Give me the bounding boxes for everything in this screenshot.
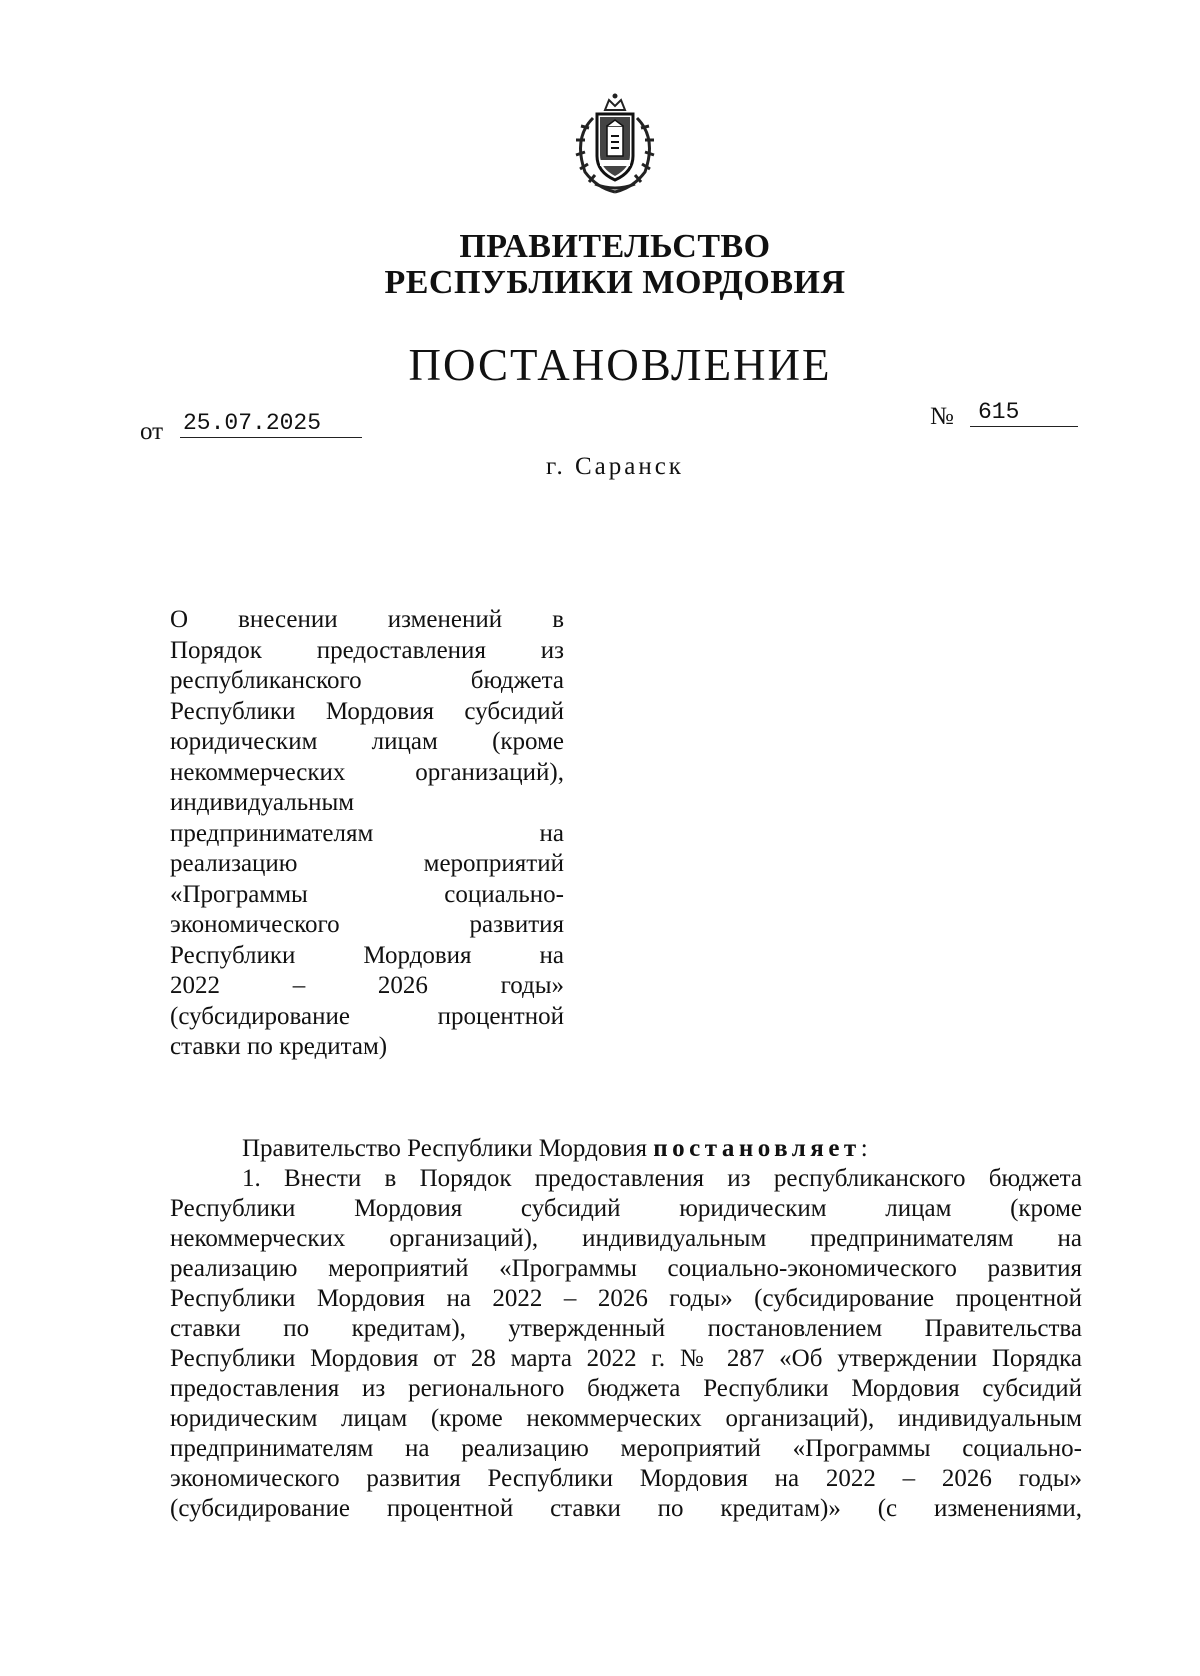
subject-line: реализацию мероприятий xyxy=(170,850,564,877)
body-line: юридическим лицам (кроме некоммерческих организаций), индивидуальным xyxy=(170,1405,1082,1432)
subject-line: О внесении изменений в xyxy=(170,606,564,633)
document-type-title: ПОСТАНОВЛЕНИЕ xyxy=(408,340,832,390)
subject-line: предпринимателям на xyxy=(170,819,564,847)
document-date: 25.07.2025 xyxy=(180,410,362,438)
body-line: ставки по кредитам), утвержденный постановлением Правительства xyxy=(170,1315,1082,1342)
body-line: реализацию мероприятий «Программы социально-экономического развития xyxy=(170,1255,1082,1282)
subject-line: некоммерческих организаций), xyxy=(170,758,564,786)
body-line: (субсидирование процентной ставки по кредитам)» (с изменениями, xyxy=(170,1495,1082,1522)
body-line: Республики Мордовия от 28 марта 2022 г. № 287 «Об утверждении Порядка xyxy=(170,1345,1082,1372)
body-line: предоставления из регионального бюджета Республики Мордовия субсидий xyxy=(170,1375,1082,1402)
city-name: г. Саранск xyxy=(546,453,684,480)
document-body xyxy=(170,1164,1082,1524)
coat-of-arms-icon xyxy=(563,88,667,196)
number-prefix: № xyxy=(930,403,954,430)
body-line: 1. Внести в Порядок предоставления из республиканского бюджета xyxy=(242,1165,1082,1192)
date-prefix: от xyxy=(140,418,164,445)
subject-line: ставки по кредитам) xyxy=(170,1033,388,1060)
subject-line: индивидуальным xyxy=(170,789,355,816)
subject-line: республиканского бюджета xyxy=(170,667,564,694)
body-line: предпринимателям на реализацию мероприятий «Программы социально- xyxy=(170,1435,1082,1462)
body-line: некоммерческих организаций), индивидуальным предпринимателям на xyxy=(170,1225,1082,1252)
document-subject xyxy=(170,605,564,1063)
preamble-colon: : xyxy=(860,1135,868,1162)
preamble xyxy=(242,1134,868,1164)
subject-line: экономического развития xyxy=(170,911,564,938)
subject-line: 2022 – 2026 годы» xyxy=(170,972,564,999)
subject-line: Республики Мордовия на xyxy=(170,941,564,969)
subject-line: «Программы социально- xyxy=(170,880,564,908)
document-number: 615 xyxy=(970,399,1078,427)
body-line: Республики Мордовия на 2022 – 2026 годы» (субсидирование процентной xyxy=(170,1285,1082,1312)
subject-line: Республики Мордовия субсидий xyxy=(170,697,564,725)
government-name-line2: РЕСПУБЛИКИ МОРДОВИЯ xyxy=(384,264,846,301)
subject-line: (субсидирование процентной xyxy=(170,1002,564,1030)
subject-line: Порядок предоставления из xyxy=(170,636,564,664)
preamble-text: Правительство Республики Мордовия xyxy=(242,1135,654,1162)
preamble-keyword: постановляет xyxy=(653,1135,861,1162)
body-line: экономического развития Республики Мордовия на 2022 – 2026 годы» xyxy=(170,1465,1082,1492)
body-line: Республики Мордовия субсидий юридическим лицам (кроме xyxy=(170,1195,1082,1222)
government-name-line1: ПРАВИТЕЛЬСТВО xyxy=(459,228,771,265)
subject-line: юридическим лицам (кроме xyxy=(170,728,564,755)
